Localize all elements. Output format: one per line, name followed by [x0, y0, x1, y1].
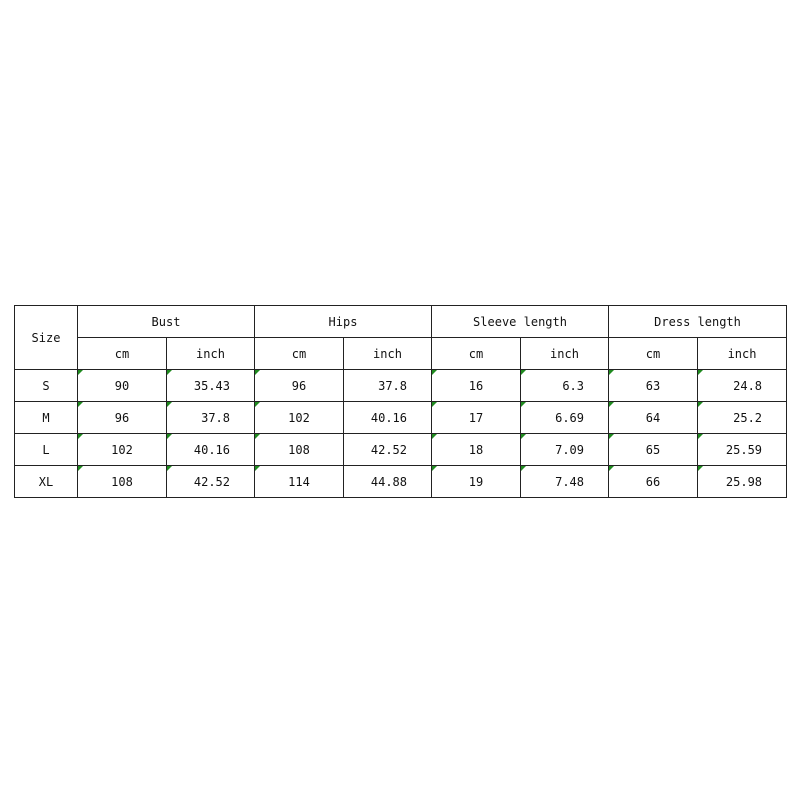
value-cell: 96 — [291, 378, 307, 393]
size-cell: M — [15, 402, 78, 434]
value-cell: 16 — [468, 378, 484, 393]
value-cell: 114 — [288, 474, 310, 489]
cell-marker-icon — [167, 434, 172, 439]
cell-marker-icon — [255, 370, 260, 375]
cell-marker-icon — [255, 434, 260, 439]
unit-header: cm — [432, 338, 521, 370]
group-header-bust: Bust — [78, 306, 255, 338]
cell-marker-icon — [78, 466, 83, 471]
value-cell: 19 — [468, 474, 484, 489]
cell-marker-icon — [609, 434, 614, 439]
unit-header: inch — [521, 338, 609, 370]
header-row-groups — [15, 306, 787, 338]
value-cell: 102 — [288, 410, 310, 425]
table-row — [15, 434, 787, 466]
value-cell: 108 — [111, 474, 133, 489]
value-cell: 65 — [645, 442, 661, 457]
cell-marker-icon — [609, 370, 614, 375]
header-row-units — [15, 338, 787, 370]
group-header-dress-length: Dress length — [609, 306, 787, 338]
value-cell: 6.69 — [555, 410, 585, 425]
value-cell: 90 — [114, 378, 130, 393]
cell-marker-icon — [255, 466, 260, 471]
cell-marker-icon — [167, 370, 172, 375]
value-cell: 42.52 — [193, 474, 230, 489]
size-chart-table — [14, 305, 787, 498]
cell-marker-icon — [698, 466, 703, 471]
cell-marker-icon — [432, 370, 437, 375]
cell-marker-icon — [167, 466, 172, 471]
value-cell: 25.98 — [725, 474, 763, 489]
cell-marker-icon — [432, 402, 437, 407]
value-cell: 18 — [468, 442, 484, 457]
value-cell: 17 — [468, 410, 484, 425]
cell-marker-icon — [521, 402, 526, 407]
unit-header: cm — [255, 338, 344, 370]
value-cell: 96 — [114, 410, 130, 425]
value-cell: 25.2 — [733, 410, 763, 425]
size-cell: XL — [15, 466, 78, 498]
cell-marker-icon — [698, 402, 703, 407]
cell-marker-icon — [78, 370, 83, 375]
cell-marker-icon — [698, 370, 703, 375]
value-cell: 37.8 — [201, 410, 230, 425]
group-header-sleeve-length: Sleeve length — [432, 306, 609, 338]
cell-marker-icon — [78, 402, 83, 407]
unit-header: inch — [167, 338, 255, 370]
cell-marker-icon — [521, 466, 526, 471]
cell-marker-icon — [698, 434, 703, 439]
value-cell: 35.43 — [193, 378, 230, 393]
unit-header: cm — [78, 338, 167, 370]
value-cell: 24.8 — [733, 378, 763, 393]
value-cell: 102 — [111, 442, 133, 457]
cell-marker-icon — [521, 434, 526, 439]
value-cell: 44.88 — [370, 474, 407, 489]
value-cell: 37.8 — [378, 378, 407, 393]
cell-marker-icon — [255, 402, 260, 407]
unit-header: cm — [609, 338, 698, 370]
size-cell: L — [15, 434, 78, 466]
value-cell: 64 — [645, 410, 661, 425]
value-cell: 7.09 — [555, 442, 585, 457]
cell-marker-icon — [432, 466, 437, 471]
size-cell: S — [15, 370, 78, 402]
table-row — [15, 370, 787, 402]
value-cell: 40.16 — [370, 410, 407, 425]
unit-header: inch — [344, 338, 432, 370]
cell-marker-icon — [609, 402, 614, 407]
size-header: Size — [15, 306, 78, 370]
value-cell: 25.59 — [725, 442, 763, 457]
table-row — [15, 402, 787, 434]
value-cell: 40.16 — [193, 442, 230, 457]
cell-marker-icon — [432, 434, 437, 439]
value-cell: 6.3 — [562, 378, 585, 393]
cell-marker-icon — [521, 370, 526, 375]
value-cell: 63 — [645, 378, 661, 393]
value-cell: 108 — [288, 442, 310, 457]
value-cell: 42.52 — [370, 442, 407, 457]
cell-marker-icon — [78, 434, 83, 439]
value-cell: 7.48 — [555, 474, 585, 489]
unit-header: inch — [698, 338, 787, 370]
value-cell: 66 — [645, 474, 661, 489]
group-header-hips: Hips — [255, 306, 432, 338]
table-row — [15, 466, 787, 498]
cell-marker-icon — [167, 402, 172, 407]
cell-marker-icon — [609, 466, 614, 471]
